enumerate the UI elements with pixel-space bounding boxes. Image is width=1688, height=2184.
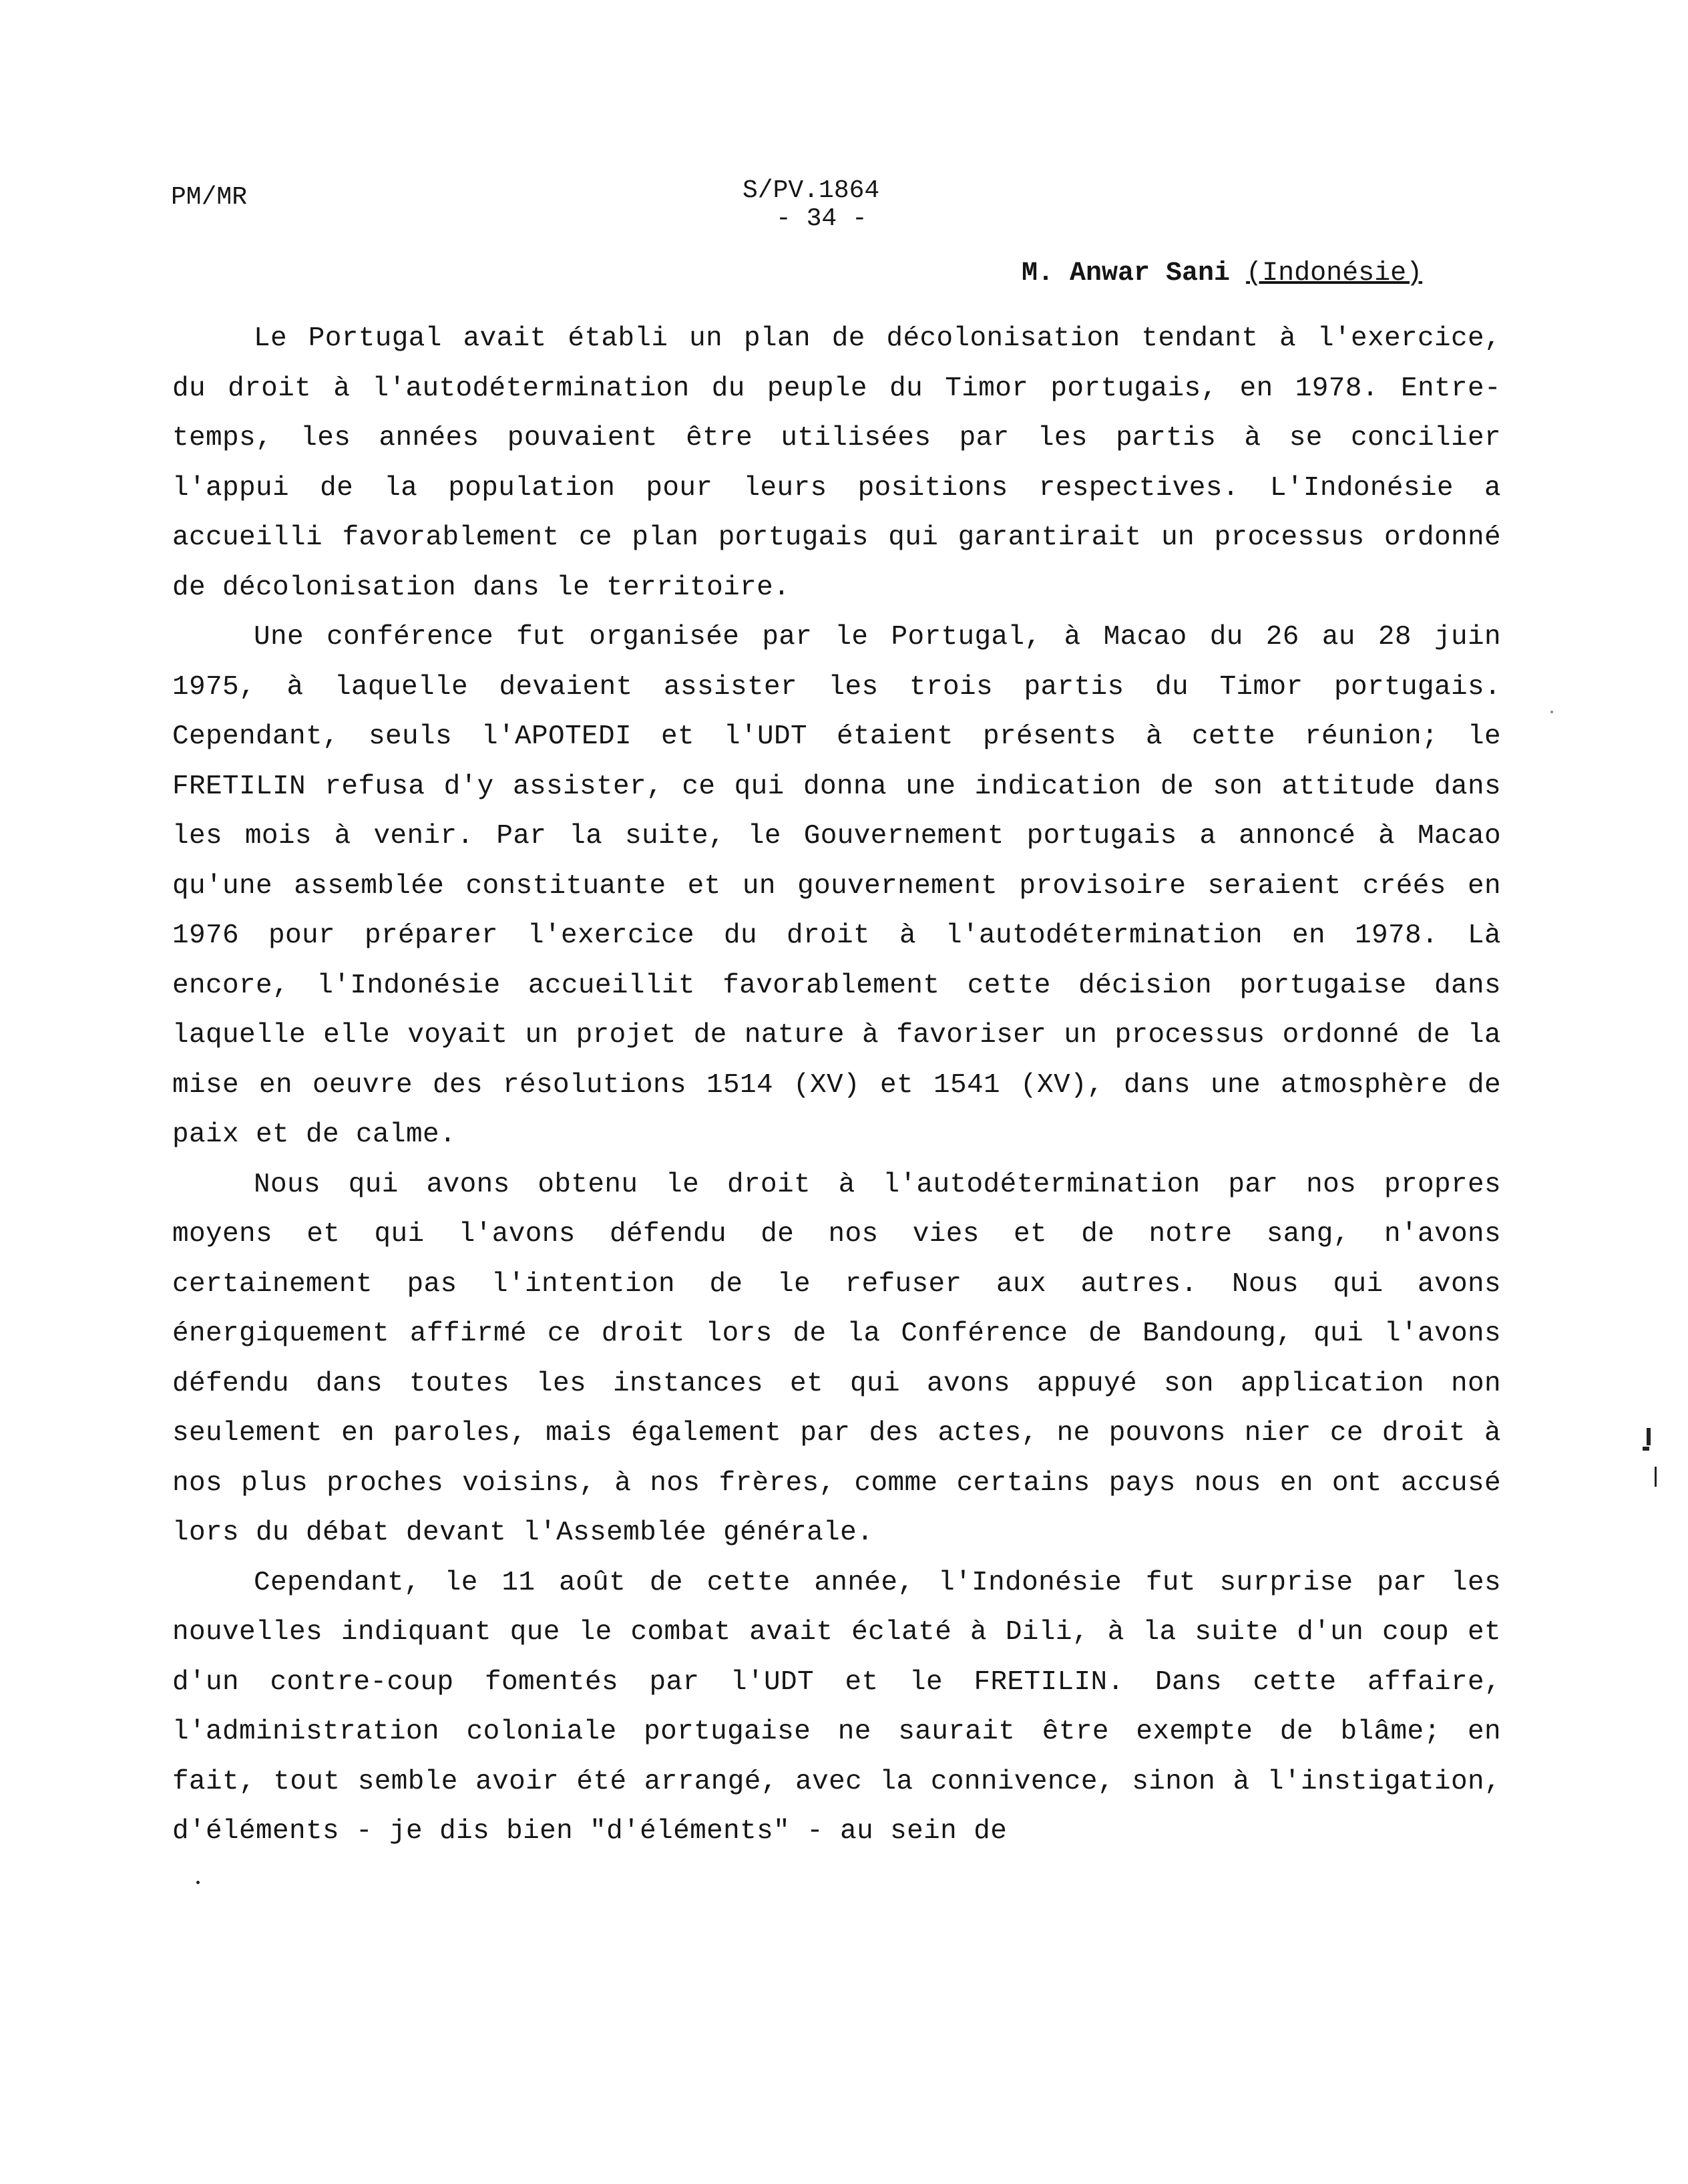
scan-speck bbox=[1550, 711, 1553, 713]
speaker-heading bbox=[1022, 258, 1422, 290]
speaker-name: M. Anwar Sani bbox=[1022, 258, 1231, 289]
scan-speck bbox=[196, 1881, 200, 1884]
document-reference: S/PV.1864 bbox=[743, 176, 880, 205]
scan-speck bbox=[1643, 1447, 1649, 1451]
page-number: - 34 - bbox=[776, 204, 867, 233]
speech-body bbox=[172, 314, 1501, 1857]
paragraph: Une conférence fut organisée par le Portugal, à Macao du 26 au 28 juin 1975, à laquelle devaient assister les trois partis du Timor portugais. Cependant, seuls l'APOTEDI et l'UDT étaient présents à cette réunion; le FRETILIN refusa d'y assister, ce qui donna une indication de son attitude dans les mois à venir. Par la suite, le Gouvernement portugais a annoncé à Macao qu'une assemblée constituante et un gouvernement provisoire seraient créés en 1976 pour préparer l'exercice du droit à l'autodétermination en 1978. Là encore, l'Indonésie accueillit favorablement cette décision portugaise dans laquelle elle voyait un projet de nature à favoriser un processus ordonné de la mise en oeuvre des résolutions 1514 (XV) et 1541 (XV), dans une atmosphère de paix et de calme. bbox=[172, 622, 1501, 1150]
typist-initials: PM/MR bbox=[171, 183, 248, 212]
paragraph: Le Portugal avait établi un plan de décolonisation tendant à l'exercice, du droit à l'autodétermination du peuple du Timor portugais, en 1978. Entre-temps, les années pouvaient être utilisées par les partis à se concilier l'appui de la population pour leurs positions respectives. L'Indonésie a accueilli favorablement ce plan portugais qui garantirait un processus ordonné de décolonisation dans le territoire. bbox=[172, 323, 1501, 603]
scan-speck bbox=[1655, 1467, 1657, 1487]
paragraph: Nous qui avons obtenu le droit à l'autodétermination par nos propres moyens et qui l'avons défendu de nos vies et de notre sang, n'avons certainement pas l'intention de le refuser aux autres. Nous qui avons énergiquement affirmé ce droit lors de la Conférence de Bandoung, qui l'avons défendu dans toutes les instances et qui avons appuyé son application non seulement en paroles, mais également par des actes, ne pouvons nier ce droit à nos plus proches voisins, à nos frères, comme certains pays nous en ont accusé lors du débat devant l'Assemblée générale. bbox=[172, 1169, 1501, 1548]
scan-speck bbox=[1647, 1428, 1651, 1445]
speaker-country: (Indonésie) bbox=[1246, 258, 1423, 289]
paragraph: Cependant, le 11 août de cette année, l'Indonésie fut surprise par les nouvelles indiquant que le combat avait éclaté à Dili, à la suite d'un coup et d'un contre-coup fomentés par l'UDT et le FRETILIN. Dans cette affaire, l'administration coloniale portugaise ne saurait être exempte de blâme; en fait, tout semble avoir été arrangé, avec la connivence, sinon à l'instigation, d'éléments - je dis bien "d'éléments" - au sein de bbox=[172, 1567, 1501, 1847]
